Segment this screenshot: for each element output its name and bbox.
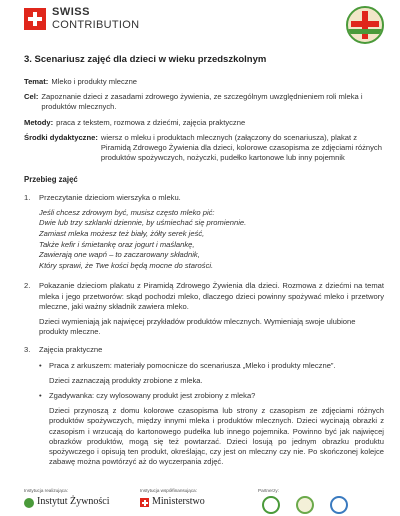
ministry-flag-icon (140, 498, 149, 507)
partner-logo-icon (330, 496, 348, 514)
bullet-item (39, 391, 384, 401)
page-footer (0, 488, 400, 516)
footer-label-partners: Partnerzy: (258, 488, 279, 493)
poem-line: Zamiast mleka możesz też biały, żółty serek jeść, (39, 229, 205, 239)
bullet-2-note: Dzieci przynoszą z domu kolorowe czasopisma lub strony z czasopism ze zdjęciami różnych produktów spożywczych, między innymi mleka i produktów mlecznych. Dzieci wycinają obrazki z czasopism i wrzucają do kartonowego pudełka lub innego pojemnika. Powinno być jak najwięcej obrazków produktów, mogą się też powtarzać. Dzieci losują po jednym obrazku produktu spożywczego i opisują ten produkt, określając, czy jest on mleczny czy nie. Po skończonej kolejce zabawę można powtórzyć aż do wyczerpania zdjęć. (49, 406, 384, 467)
step-1-text: Przeczytanie dzieciom wierszyka o mleku. (39, 192, 181, 202)
meta-materials (24, 133, 384, 164)
meta-materials-label: Środki dydaktyczne: (24, 132, 98, 142)
page-header (0, 0, 400, 44)
page-title: 3. Scenariusz zajęć dla dzieci w wieku przedszkolnym (24, 54, 267, 65)
institute-logo-icon (24, 498, 34, 508)
partner-logo-icon (262, 496, 280, 514)
meta-goal-value: Zapoznanie dzieci z zasadami zdrowego żywienia, ze szczególnym uwzględnieniem roli mleka i produktów mlecznych. (41, 92, 363, 112)
meta-methods-label: Metody: (24, 117, 54, 127)
meta-methods-value: praca z tekstem, rozmowa z dziećmi, zajęcia praktyczne (56, 117, 246, 127)
step-2-number: 2. (24, 281, 31, 291)
partner-logo-icon (296, 496, 314, 514)
footer-logo-ministry: Ministerstwo (152, 496, 205, 507)
poem-line: Zawierają one wapń – to zaczarowany składnik, (39, 250, 200, 260)
step-2-text: Pokazanie dzieciom plakatu z Piramidą Zdrowego Żywienia dla dzieci. Rozmowa z dziećmi na temat mleka i jego przetworów: skąd pochodzi mleko, dlaczego dzieci powinny spożywać mleko i przetwory mleczne, jaki ważny składnik zawiera mleko. (39, 281, 384, 311)
meta-topic-value: Mleko i produkty mleczne (51, 77, 138, 86)
program-logo-icon (346, 6, 384, 44)
poem (39, 208, 384, 272)
bullet-icon: • (39, 360, 42, 370)
bullet-icon: • (39, 391, 42, 401)
poem-line: Który sprawi, że Twe kości będą mocne do starości. (39, 260, 214, 270)
step-3-text: Zajęcia praktyczne (39, 345, 103, 355)
brand-name: SWISS (52, 6, 90, 18)
meta-materials-value: wiersz o mleku i produktach mlecznych (załączony do scenariusza), plakat z Piramidą Zdrowego Żywienia dla dzieci, kolorowe czasopisma ze zdjęciami różnych produktów spożywczych, nożyczki, pudełko kartonowe lub inny pojemnik (100, 132, 382, 163)
meta-topic-label: Temat: (24, 77, 49, 86)
bullet-2-text: Zgadywanka: czy wylosowany produkt jest zrobiony z mleka? (49, 391, 256, 401)
document-body (24, 54, 384, 472)
meta-goal (24, 92, 384, 112)
swiss-flag-logo (24, 8, 46, 30)
step-2-note: Dzieci wymieniają jak najwięcej przykładów produktów mlecznych. Wymieniają swoje ulubione produkty mleczne. (39, 317, 356, 337)
step-3-number: 3. (24, 345, 31, 355)
bullet-1-text: Praca z arkuszem: materiały pomocnicze do scenariusza „Mleko i produkty mleczne”. (49, 360, 336, 370)
poem-line: Jeśli chcesz zdrowym być, musisz często mleko pić: (39, 207, 215, 217)
poem-line: Także kefir i śmietankę oraz jogurt i maślankę, (39, 239, 195, 249)
footer-label-cooperating: Instytucja współfinansująca: (140, 488, 197, 493)
bullet-1-note: Dzieci zaznaczają produkty zrobione z mleka. (49, 375, 203, 385)
step-1-number: 1. (24, 192, 31, 202)
bullet-item (39, 361, 384, 371)
meta-topic (24, 77, 384, 87)
meta-goal-label: Cel: (24, 92, 39, 102)
section-title: Przebieg zajęć (24, 175, 78, 185)
brand-subtitle: CONTRIBUTION (52, 19, 140, 31)
step-1 (24, 193, 384, 203)
footer-logo-institute: Instytut Żywności (37, 496, 110, 507)
meta-methods (24, 118, 384, 128)
step-3 (24, 345, 384, 355)
footer-label-realizing: Instytucja realizująca: (24, 488, 68, 493)
poem-line: Dwie lub trzy szklanki dziennie, by uśmiechać się promiennie. (39, 218, 247, 228)
step-2 (24, 281, 384, 312)
